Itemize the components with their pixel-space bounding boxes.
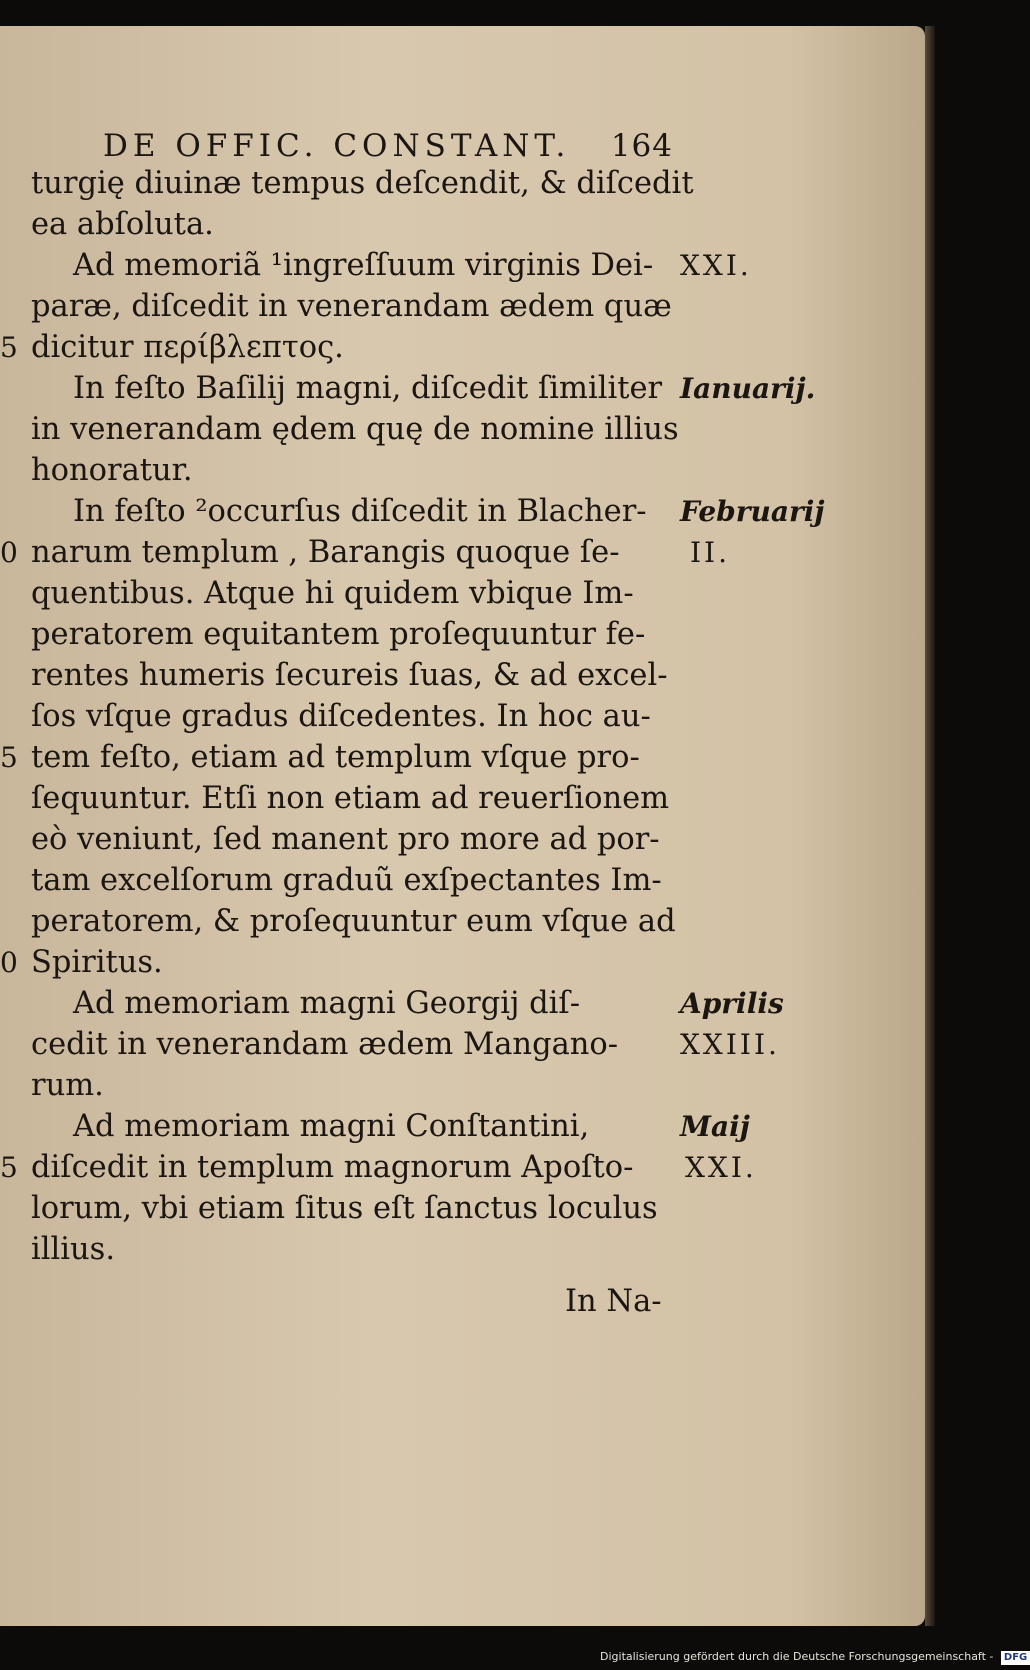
margin-note-date: XXI. — [680, 249, 752, 282]
text-line: lorum, vbi etiam ſitus eſt ſanctus loculus — [31, 1191, 658, 1226]
text-line: tam excelſorum graduũ exſpectantes Im- — [31, 863, 662, 898]
text-line: quentibus. Atque hi quidem vbique Im- — [31, 576, 634, 611]
text-line: narum templum , Barangis quoque ſe- — [31, 535, 620, 570]
text-line: Ad memoriã ¹ingreſſuum virginis Dei- — [73, 248, 654, 283]
margin-note-month: Maij — [680, 1110, 750, 1143]
text-line: rum. — [31, 1068, 104, 1103]
text-line: In feſto ²occurſus diſcedit in Blacher- — [73, 494, 647, 529]
text-line: diſcedit in templum magnorum Apoſto- — [31, 1150, 634, 1185]
margin-note-date: XXI. — [685, 1151, 757, 1184]
running-title: DE OFFIC. CONSTANT. — [103, 128, 571, 164]
page-edge — [925, 26, 935, 1626]
catchword: In Na- — [565, 1284, 662, 1319]
credit-text: Digitalisierung gefördert durch die Deutsche Forschungsgemeinschaft - — [600, 1650, 994, 1663]
text-line: eò veniunt, ſed manent pro more ad por- — [31, 822, 660, 857]
text-line: turgię diuinæ tempus deſcendit, & diſcedit — [31, 166, 694, 201]
margin-note-month: Februarij — [680, 495, 825, 528]
margin-note-month: Ianuarij. — [680, 372, 816, 405]
line-number: 0 — [0, 536, 18, 569]
folio-number: 164 — [610, 128, 673, 164]
margin-note-date: XXIII. — [680, 1028, 780, 1061]
margin-note-date: II. — [690, 536, 731, 569]
text-line: tem feſto, etiam ad templum vſque pro- — [31, 740, 640, 775]
line-number: 5 — [0, 741, 18, 774]
text-line: peratorem equitantem proſequuntur fe- — [31, 617, 646, 652]
line-number: 5 — [0, 1151, 18, 1184]
margin-note-month: Aprilis — [680, 987, 784, 1020]
text-line: ea abſoluta. — [31, 207, 214, 242]
text-line: Ad memoriam magni Conſtantini, — [73, 1109, 590, 1144]
dfg-logo-icon: DFG — [1001, 1651, 1030, 1665]
line-number: 5 — [0, 331, 18, 364]
digitization-credit — [600, 1648, 1028, 1666]
text-line: In feſto Baſilij magni, diſcedit ſimiliter — [73, 371, 663, 406]
text-line: ſequuntur. Etſi non etiam ad reuerſionem — [31, 781, 670, 816]
text-line: in venerandam ędem quę de nomine illius — [31, 412, 679, 447]
text-line: cedit in venerandam ædem Mangano- — [31, 1027, 619, 1062]
text-line: honoratur. — [31, 453, 193, 488]
text-line: paræ, diſcedit in venerandam ædem quæ — [31, 289, 672, 324]
text-line: illius. — [31, 1232, 116, 1267]
text-line: Spiritus. — [31, 945, 163, 980]
text-line: peratorem, & proſequuntur eum vſque ad — [31, 904, 676, 939]
text-line: Ad memoriam magni Georgij diſ- — [73, 986, 581, 1021]
text-line: rentes humeris ſecureis ſuas, & ad excel- — [31, 658, 668, 693]
text-line: ſos vſque gradus diſcedentes. In hoc au- — [31, 699, 651, 734]
line-number: 0 — [0, 946, 18, 979]
text-line: dicitur περίβλεπτος. — [31, 330, 344, 365]
